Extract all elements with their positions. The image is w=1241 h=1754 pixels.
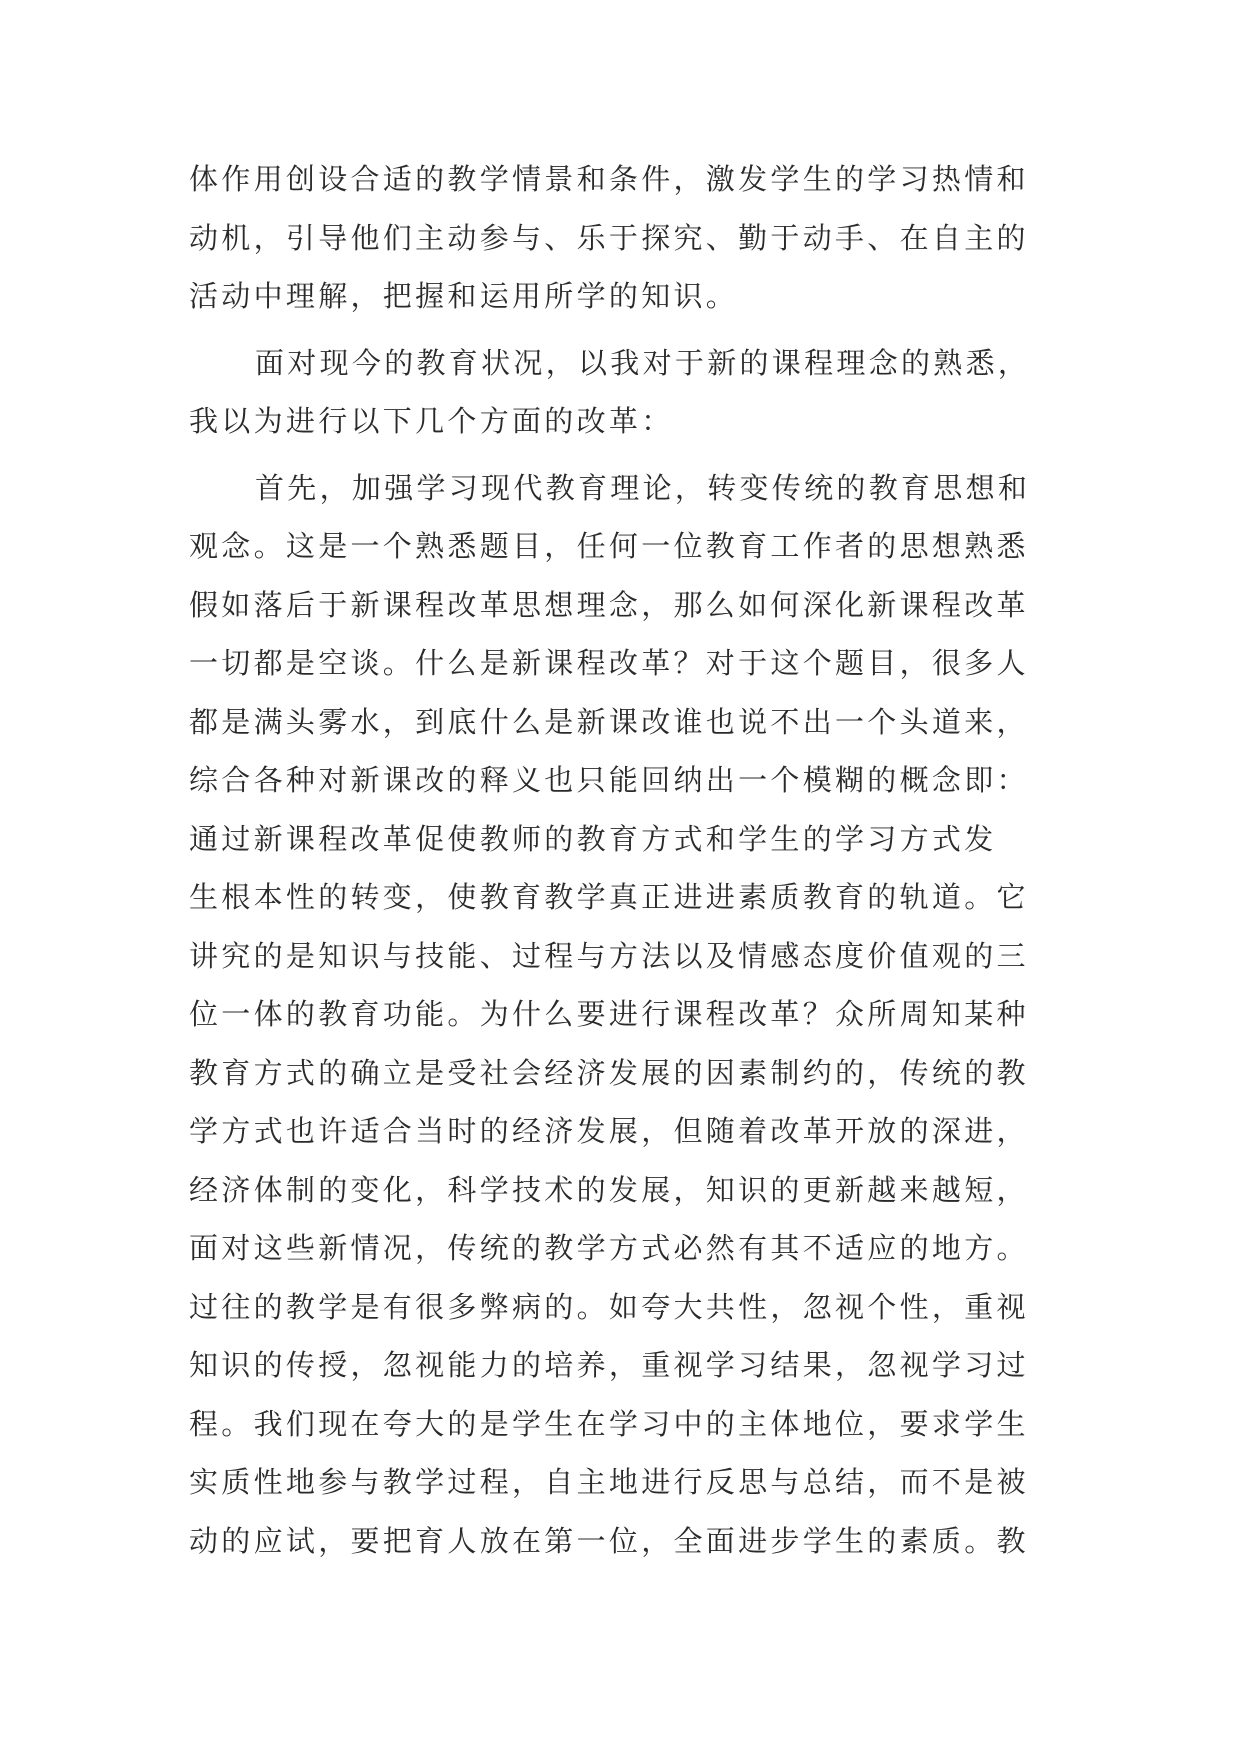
text-line: 通过新课程改革促使教师的教育方式和学生的学习方式发 [189, 821, 997, 856]
text-line: 一切都是空谈。什么是新课程改革？对于这个题目，很多人 [189, 646, 1029, 680]
text-line: 经济体制的变化，科学技术的发展，知识的更新越来越短， [189, 1172, 1029, 1207]
paragraph-1 [189, 150, 1057, 326]
text-line: 面对现今的教育状况，以我对于新的课程理念的熟悉， [255, 345, 1031, 380]
paragraph-2 [189, 334, 1057, 451]
text-line: 活动中理解，把握和运用所学的知识。 [189, 279, 739, 313]
text-line: 过往的教学是有很多弊病的。如夸大共性，忽视个性，重视 [189, 1289, 1029, 1324]
text-line: 假如落后于新课程改革思想理念，那么如何深化新课程改革 [189, 587, 1029, 622]
document-body [189, 150, 1057, 1578]
text-line: 教育方式的确立是受社会经济发展的因素制约的，传统的教 [189, 1055, 1029, 1090]
text-line: 体作用创设合适的教学情景和条件，激发学生的学习热情和 [189, 162, 1029, 196]
text-line: 程。我们现在夸大的是学生在学习中的主体地位，要求学生 [189, 1406, 1029, 1441]
text-line: 面对这些新情况，传统的教学方式必然有其不适应的地方。 [189, 1231, 1029, 1265]
text-line: 知识的传授，忽视能力的培养，重视学习结果，忽视学习过 [189, 1348, 1029, 1382]
text-line: 动机，引导他们主动参与、乐于探究、勤于动手、在自主的 [189, 220, 1029, 255]
text-line: 讲究的是知识与技能、过程与方法以及情感态度价值观的三 [189, 938, 1029, 973]
text-line: 动的应试，要把育人放在第一位，全面进步学生的素质。教 [189, 1523, 1029, 1558]
text-line: 实质性地参与教学过程，自主地进行反思与总结，而不是被 [189, 1465, 1029, 1499]
text-line: 位一体的教育功能。为什么要进行课程改革？众所周知某种 [189, 997, 1029, 1031]
paragraph-3 [189, 459, 1057, 1571]
text-line: 生根本性的转变，使教育教学真正进进素质教育的轨道。它 [189, 880, 1029, 914]
text-line: 观念。这是一个熟悉题目，任何一位教育工作者的思想熟悉 [189, 529, 1029, 563]
text-line: 学方式也许适合当时的经济发展，但随着改革开放的深进， [189, 1114, 1029, 1148]
text-line: 综合各种对新课改的释义也只能回纳出一个模糊的概念即： [189, 763, 1029, 797]
text-line: 我以为进行以下几个方面的改革： [189, 404, 674, 438]
text-line: 都是满头雾水，到底什么是新课改谁也说不出一个头道来， [189, 704, 1029, 739]
text-line: 首先，加强学习现代教育理论，转变传统的教育思想和 [255, 470, 1031, 505]
